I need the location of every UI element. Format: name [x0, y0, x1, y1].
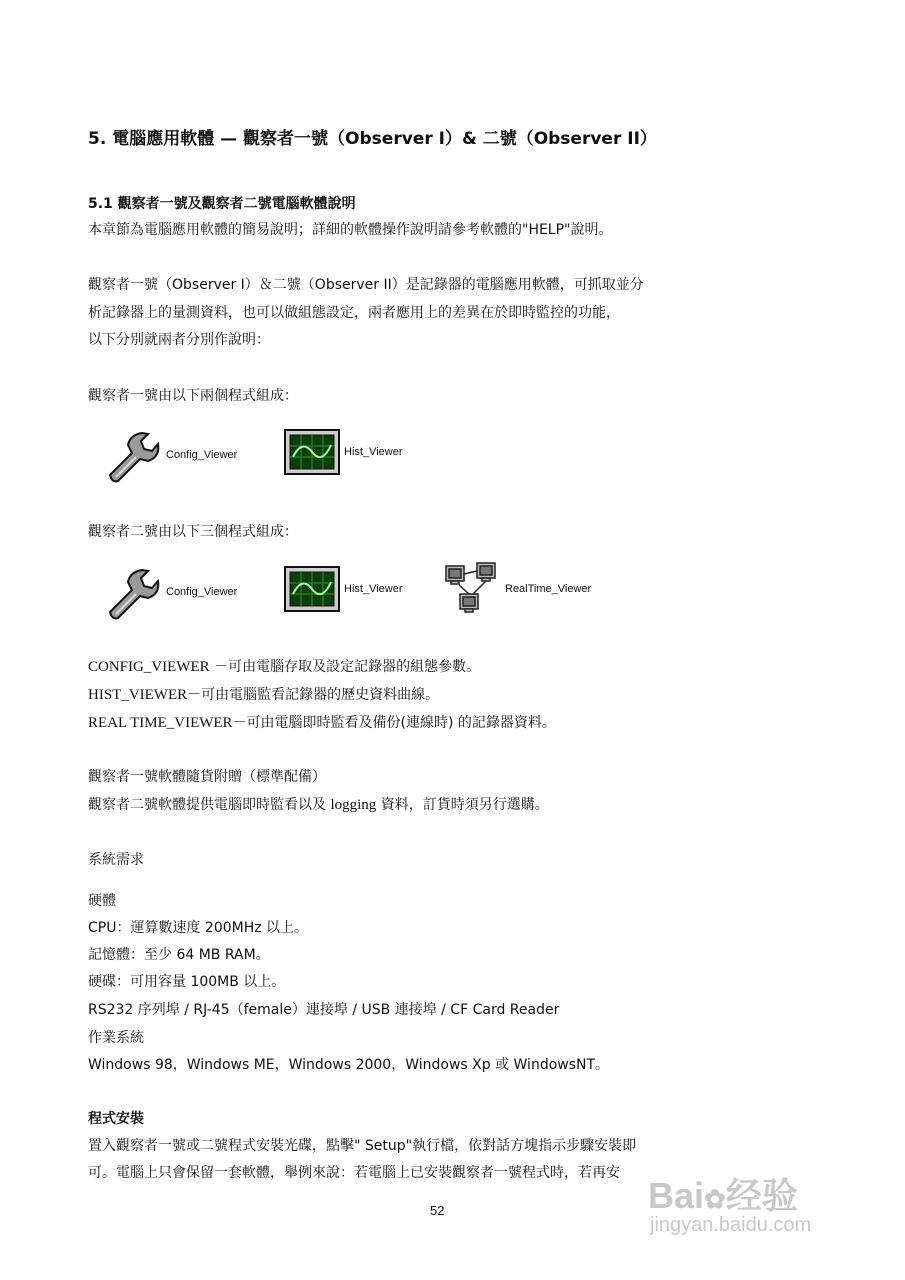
install-title: 程式安裝 — [88, 1111, 144, 1127]
hist-viewer-item[interactable] — [284, 429, 403, 475]
cpu-requirement: CPU：運算數速度 200MHz 以上。 — [88, 920, 309, 936]
baidu-watermark-logo — [648, 1168, 798, 1219]
config-viewer-label: Config_Viewer — [166, 449, 238, 461]
networked-computers-icon — [443, 560, 501, 618]
section-title: 5.1 觀察者一號及觀察者二號電腦軟體說明 — [88, 196, 356, 212]
watermark-url: jingyan.baidu.com — [650, 1214, 812, 1236]
install-line-1: 置入觀察者一號或二號程式安裝光碟，點擊" Setup"執行檔，依對話方塊指示步驟安裝即 — [88, 1138, 637, 1154]
desc-line-3: 以下分別就兩者分別作說明： — [88, 332, 270, 348]
bundle-line-2-c: 資料，訂貨時須另行選購。 — [376, 797, 549, 813]
realtime-viewer-item[interactable] — [443, 560, 591, 618]
realtime-function — [88, 713, 556, 733]
realtime-text: －可由電腦即時監看及備份(連線時) 的記錄器資料。 — [232, 715, 556, 731]
bundle-line-1: 觀察者一號軟體隨貨附贈（標準配備） — [88, 769, 326, 785]
disk-requirement: 硬碟：可用容量 100MB 以上。 — [88, 974, 286, 990]
config-viewer-item-2[interactable] — [104, 564, 237, 620]
desc-line-2: 析記錄器上的量測資料，也可以做組態設定，兩者應用上的差異在於即時監控的功能， — [88, 305, 620, 321]
bundle-line-2-a: 觀察者二號軟體提供電腦即時監看以及 — [88, 797, 331, 813]
chapter-number: 5. — [88, 129, 107, 149]
hist-name: HIST_VIEWER — [88, 687, 188, 703]
bundle-logging: logging — [330, 797, 377, 813]
hist-viewer-item-2[interactable] — [284, 566, 403, 612]
watermark-brand: Bai — [648, 1175, 705, 1216]
graph-monitor-icon — [284, 566, 340, 612]
wrench-icon — [104, 564, 162, 620]
paw-icon: ✿ — [704, 1184, 726, 1214]
config-text: －可由電腦存取及設定記錄器的組態參數。 — [209, 659, 481, 675]
hist-viewer-label-2: Hist_Viewer — [344, 583, 403, 595]
config-function — [88, 657, 480, 677]
os-requirement: Windows 98，Windows ME，Windows 2000，Windows Xp 或 WindowsNT。 — [88, 1057, 610, 1073]
desc-line-1: 觀察者一號（Observer I）＆二號（Observer II）是記錄器的電腦應用軟體，可抓取並分 — [88, 277, 644, 293]
chapter-title: 電腦應用軟體 — 觀察者一號（Observer I）& 二號（Observer II） — [112, 129, 657, 149]
config-name: CONFIG_VIEWER — [88, 659, 210, 675]
realtime-name: REAL TIME_VIEWER — [88, 715, 233, 731]
hist-function — [88, 685, 439, 705]
observer2-caption: 觀察者二號由以下三個程式組成： — [88, 524, 298, 540]
config-viewer-label-2: Config_Viewer — [166, 586, 238, 598]
section-intro: 本章節為電腦應用軟體的簡易說明；詳細的軟體操作說明請參考軟體的"HELP"說明。 — [88, 222, 613, 238]
bundle-line-2 — [88, 795, 549, 815]
ports-requirement: RS232 序列埠 / RJ-45（female）連接埠 / USB 連接埠 / CF Card Reader — [88, 1002, 560, 1018]
graph-monitor-icon — [284, 429, 340, 475]
hardware-label: 硬體 — [88, 893, 116, 909]
page-number: 52 — [430, 1203, 445, 1218]
hist-text: －可由電腦監看記錄器的歷史資料曲線。 — [187, 687, 440, 703]
realtime-viewer-label: RealTime_Viewer — [505, 583, 592, 595]
install-line-2: 可。電腦上只會保留一套軟體，舉例來說：若電腦上已安裝觀察者一號程式時，若再安 — [88, 1165, 620, 1181]
hist-viewer-label: Hist_Viewer — [344, 446, 403, 458]
observer1-caption: 觀察者一號由以下兩個程式組成： — [88, 388, 298, 404]
config-viewer-item[interactable] — [104, 427, 237, 483]
os-label: 作業系統 — [88, 1030, 144, 1046]
wrench-icon — [104, 427, 162, 483]
requirements-title: 系統需求 — [88, 852, 144, 868]
chapter-heading — [88, 124, 657, 149]
watermark-brand-2: 经验 — [725, 1175, 798, 1216]
memory-requirement: 記憶體：至少 64 MB RAM。 — [88, 947, 270, 963]
